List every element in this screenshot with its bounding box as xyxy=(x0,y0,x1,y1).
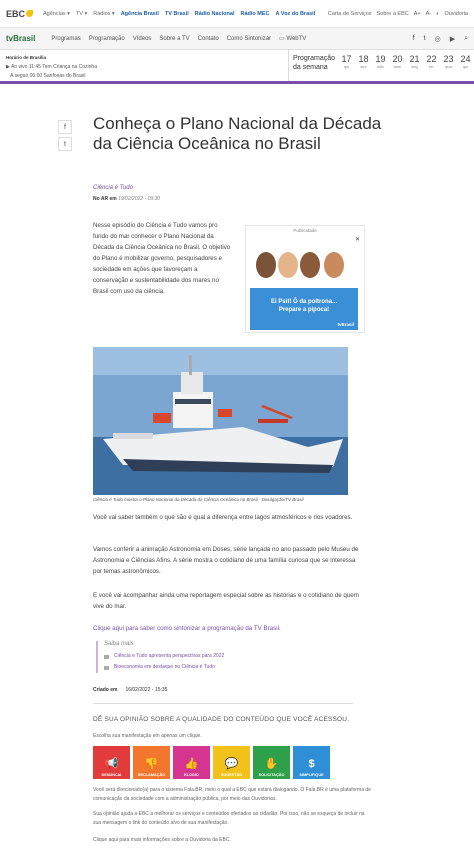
tv-icon: ▭ xyxy=(279,36,287,42)
now-time: 11:45 xyxy=(28,64,41,70)
schedule-days xyxy=(338,50,474,81)
article-byline xyxy=(93,196,160,202)
now-show[interactable]: Tem Criança na Cozinha xyxy=(42,64,97,70)
ebc-logo-mark xyxy=(26,10,33,17)
youtube-icon[interactable]: ▶ xyxy=(449,35,456,43)
schedule-day[interactable] xyxy=(406,50,423,81)
day-number: 24 xyxy=(460,54,471,64)
feedback-tile-label: DENÚNCIA xyxy=(101,773,122,777)
nav-programas[interactable]: Programas xyxy=(51,35,81,42)
related-item-icon xyxy=(104,666,109,670)
article-paragraph-2: Vamos conferir a animação Astronomia em Doses, série lançada no ano passado pelo Museu de Astronomia e Ciências Afins. A série mostra o cotidiano de uma família curiosa que se interessa por temas astronômicos. xyxy=(93,546,359,575)
nav-programacao[interactable]: Programação xyxy=(88,35,125,42)
menu-agencias[interactable]: Agências ▾ xyxy=(43,10,70,17)
twitter-icon[interactable]: t xyxy=(423,34,426,42)
link-agencia-brasil[interactable]: Agência Brasil xyxy=(120,10,159,17)
ad-text-2: Prepare a pipoca! xyxy=(278,307,330,313)
top-bar xyxy=(0,0,474,28)
ad-brand: tvBrasil xyxy=(337,322,354,327)
feedback-icon: 👍 xyxy=(184,758,199,770)
feedback-tile-label: ELOGIO xyxy=(184,773,199,777)
feedback-tile-sugestão[interactable] xyxy=(213,746,250,779)
link-tv-brasil[interactable]: TV Brasil xyxy=(164,10,189,17)
feedback-tile-label: SIMPLIFIQUE xyxy=(299,773,324,777)
day-weekday: qua xyxy=(445,64,452,69)
feedback-icon: 📢 xyxy=(104,758,119,770)
menu-tv[interactable]: TV ▾ xyxy=(75,10,88,17)
feedback-tile-solicitação[interactable] xyxy=(253,746,290,779)
nav-videos[interactable]: Vídeos xyxy=(132,35,152,42)
next-label: A seguir xyxy=(10,73,29,79)
schedule-day[interactable] xyxy=(440,50,457,81)
nav-como-sintonizar[interactable]: Como Sintonizar xyxy=(226,35,272,42)
ouvidoria-info-link[interactable]: Clique aqui para mais informações sobre a Ouvidoria da EBC. xyxy=(93,837,231,843)
nav-webtv[interactable] xyxy=(279,35,306,42)
feedback-tile-elogio[interactable] xyxy=(173,746,210,779)
search-icon[interactable]: ⌕ xyxy=(464,34,468,42)
ad-banner[interactable] xyxy=(250,246,358,330)
ad-image xyxy=(250,246,358,288)
schedule-bar xyxy=(0,50,474,84)
day-number: 18 xyxy=(358,54,369,64)
day-number: 23 xyxy=(443,54,454,64)
font-decrease-button[interactable]: A- xyxy=(425,10,432,17)
photo-caption: Ciência é Tudo mostra o Plano Nacional da Década da Ciência Oceânica no Brasil - Divulgação/TV Brasil xyxy=(93,497,304,502)
link-voz-do-brasil[interactable]: A Voz do Brasil xyxy=(275,10,316,17)
day-weekday: qui xyxy=(462,64,469,69)
feedback-icon: 👎 xyxy=(144,758,159,770)
created-value: 16/02/2022 - 15:35 xyxy=(125,687,168,693)
feedback-icon: 💬 xyxy=(224,758,239,770)
play-icon[interactable]: ▶ xyxy=(6,64,11,70)
related-item[interactable] xyxy=(104,662,356,673)
article-paragraph-1: Você vai saber também o que são e qual a diferença entre lagos atmosféricos e rios voadores. xyxy=(93,514,353,521)
related-links xyxy=(96,641,356,673)
feedback-info-1: Você será direcionado(a) para o sistema Fala.BR, meio o qual a EBC que estará dialogando. O Fala.BR é uma plataforma de comunicação da sociedade com a administração pública, por meio das Ouvidorias. xyxy=(93,787,371,802)
related-item-icon xyxy=(104,655,109,659)
tvbrasil-logo[interactable]: tvBrasil xyxy=(6,34,36,43)
share-bar xyxy=(58,120,72,151)
related-item-label: Ciência e Tudo apresenta perspectivas para 2022 xyxy=(114,653,225,659)
feedback-tile-reclamação[interactable] xyxy=(133,746,170,779)
menu-radios[interactable]: Rádios ▾ xyxy=(93,10,115,17)
contrast-icon[interactable]: ◐ xyxy=(436,10,440,17)
now-label: Ao vivo xyxy=(10,64,28,70)
schedule-timezone: Horário de Brasília xyxy=(6,55,47,60)
sintonizar-link[interactable]: Clique aqui para saber como sintonizar a programação da TV Brasil. xyxy=(93,625,281,632)
nav-webtv-label: WebTV xyxy=(286,36,307,42)
article-paragraph-3: E você vai acompanhar ainda uma reportagem especial sobre as histórias e o cotidiano de quem vive do mar. xyxy=(93,592,359,610)
close-icon[interactable]: ✕ xyxy=(354,237,360,243)
feedback-title: DÊ SUA OPINIÃO SOBRE A QUALIDADE DO CONTEÚDO QUE VOCÊ ACESSOU. xyxy=(93,716,350,723)
day-weekday: qui xyxy=(343,64,350,69)
day-number: 19 xyxy=(375,54,386,64)
feedback-icon: $ xyxy=(308,758,315,770)
twitter-share-icon[interactable]: t xyxy=(58,137,72,151)
feedback-subtitle: Escolha sua manifestação em apenas um clique. xyxy=(93,733,202,739)
byline-label: No AR em xyxy=(93,196,117,202)
byline-date: 19/02/2022 - 09:30 xyxy=(118,196,161,202)
day-number: 17 xyxy=(341,54,352,64)
feedback-icon: ✋ xyxy=(264,758,279,770)
schedule-day[interactable] xyxy=(372,50,389,81)
day-number: 21 xyxy=(409,54,420,64)
link-carta-servicos[interactable]: Carta de Serviços xyxy=(327,10,372,17)
feedback-tile-label: SOLICITAÇÃO xyxy=(258,773,285,777)
day-number: 20 xyxy=(392,54,403,64)
feedback-tile-label: SUGESTÃO xyxy=(220,773,243,777)
ebc-logo[interactable]: EBC xyxy=(6,9,33,19)
nav-contato[interactable]: Contato xyxy=(197,35,219,42)
main-nav xyxy=(0,28,474,50)
article-title: Conheça o Plano Nacional da Década da Ciência Oceânica no Brasil xyxy=(93,114,382,153)
next-show[interactable]: Sanfonas do Brasil xyxy=(43,73,86,79)
related-title: Saiba mais xyxy=(104,641,134,647)
feedback-tiles xyxy=(93,746,330,779)
related-item-label: Bioeconomia em destaque no Ciência é Tudo xyxy=(114,664,215,670)
schedule-day[interactable] xyxy=(423,50,440,81)
feedback-info-2: Sua opinião ajuda a EBC a melhorar os serviços e conteúdos ofertados ao cidadão. Por isso, não se esqueça de incluir na sua mensagem o link do conteúdo alvo de sua manifestação. xyxy=(93,811,365,826)
related-item[interactable] xyxy=(104,651,356,662)
created-label: Criado em xyxy=(93,687,118,693)
font-increase-button[interactable]: A+ xyxy=(413,10,421,17)
link-radio-nacional[interactable]: Rádio Nacional xyxy=(194,10,235,17)
ad-text-1: Ei Psit! Ô da poltrona... xyxy=(270,299,337,305)
article-lead: Nesse episódio do Ciência é Tudo vamos pro fundo do mar conhecer o Plano Nacional da Década da Ciência Oceânica no Brasil. O objetivo do Plano é mobilizar governo, pesquisadores e sociedade em ações que favoreçam a conservação e sustentabilidade dos mares no Brasil com uso da ciência. xyxy=(93,222,231,295)
schedule-day[interactable] xyxy=(338,50,355,81)
advertisement[interactable] xyxy=(245,225,365,333)
week-schedule-label[interactable]: Programação da semana xyxy=(288,50,338,81)
created-date xyxy=(93,687,167,693)
nav-sobre-tv[interactable]: Sobre a TV xyxy=(159,35,190,42)
ad-label: Publicidade xyxy=(293,228,317,233)
day-weekday: ter xyxy=(429,64,434,69)
feedback-tile-label: RECLAMAÇÃO xyxy=(137,773,166,777)
instagram-icon[interactable]: ◎ xyxy=(434,35,441,43)
day-weekday: sáb xyxy=(377,64,384,69)
link-ouvidoria[interactable]: Ouvidoria xyxy=(444,10,468,17)
day-weekday: dom xyxy=(393,64,402,69)
link-radio-mec[interactable]: Rádio MEC xyxy=(240,10,270,17)
day-weekday: seg xyxy=(411,64,418,69)
schedule-day[interactable] xyxy=(355,50,372,81)
next-time: 06:00 xyxy=(29,73,43,79)
schedule-day[interactable] xyxy=(389,50,406,81)
link-sobre-ebc[interactable]: Sobre a EBC xyxy=(376,10,409,17)
article-category[interactable]: Ciência é Tudo xyxy=(93,185,133,191)
facebook-share-icon[interactable]: f xyxy=(58,120,72,134)
feedback-tile-simplifique[interactable] xyxy=(293,746,330,779)
article-photo xyxy=(93,347,348,495)
divider xyxy=(93,703,353,704)
feedback-tile-denúncia[interactable] xyxy=(93,746,130,779)
day-number: 22 xyxy=(426,54,437,64)
facebook-icon[interactable]: f xyxy=(412,34,415,42)
day-weekday: sex xyxy=(360,64,367,69)
schedule-day[interactable] xyxy=(457,50,474,81)
